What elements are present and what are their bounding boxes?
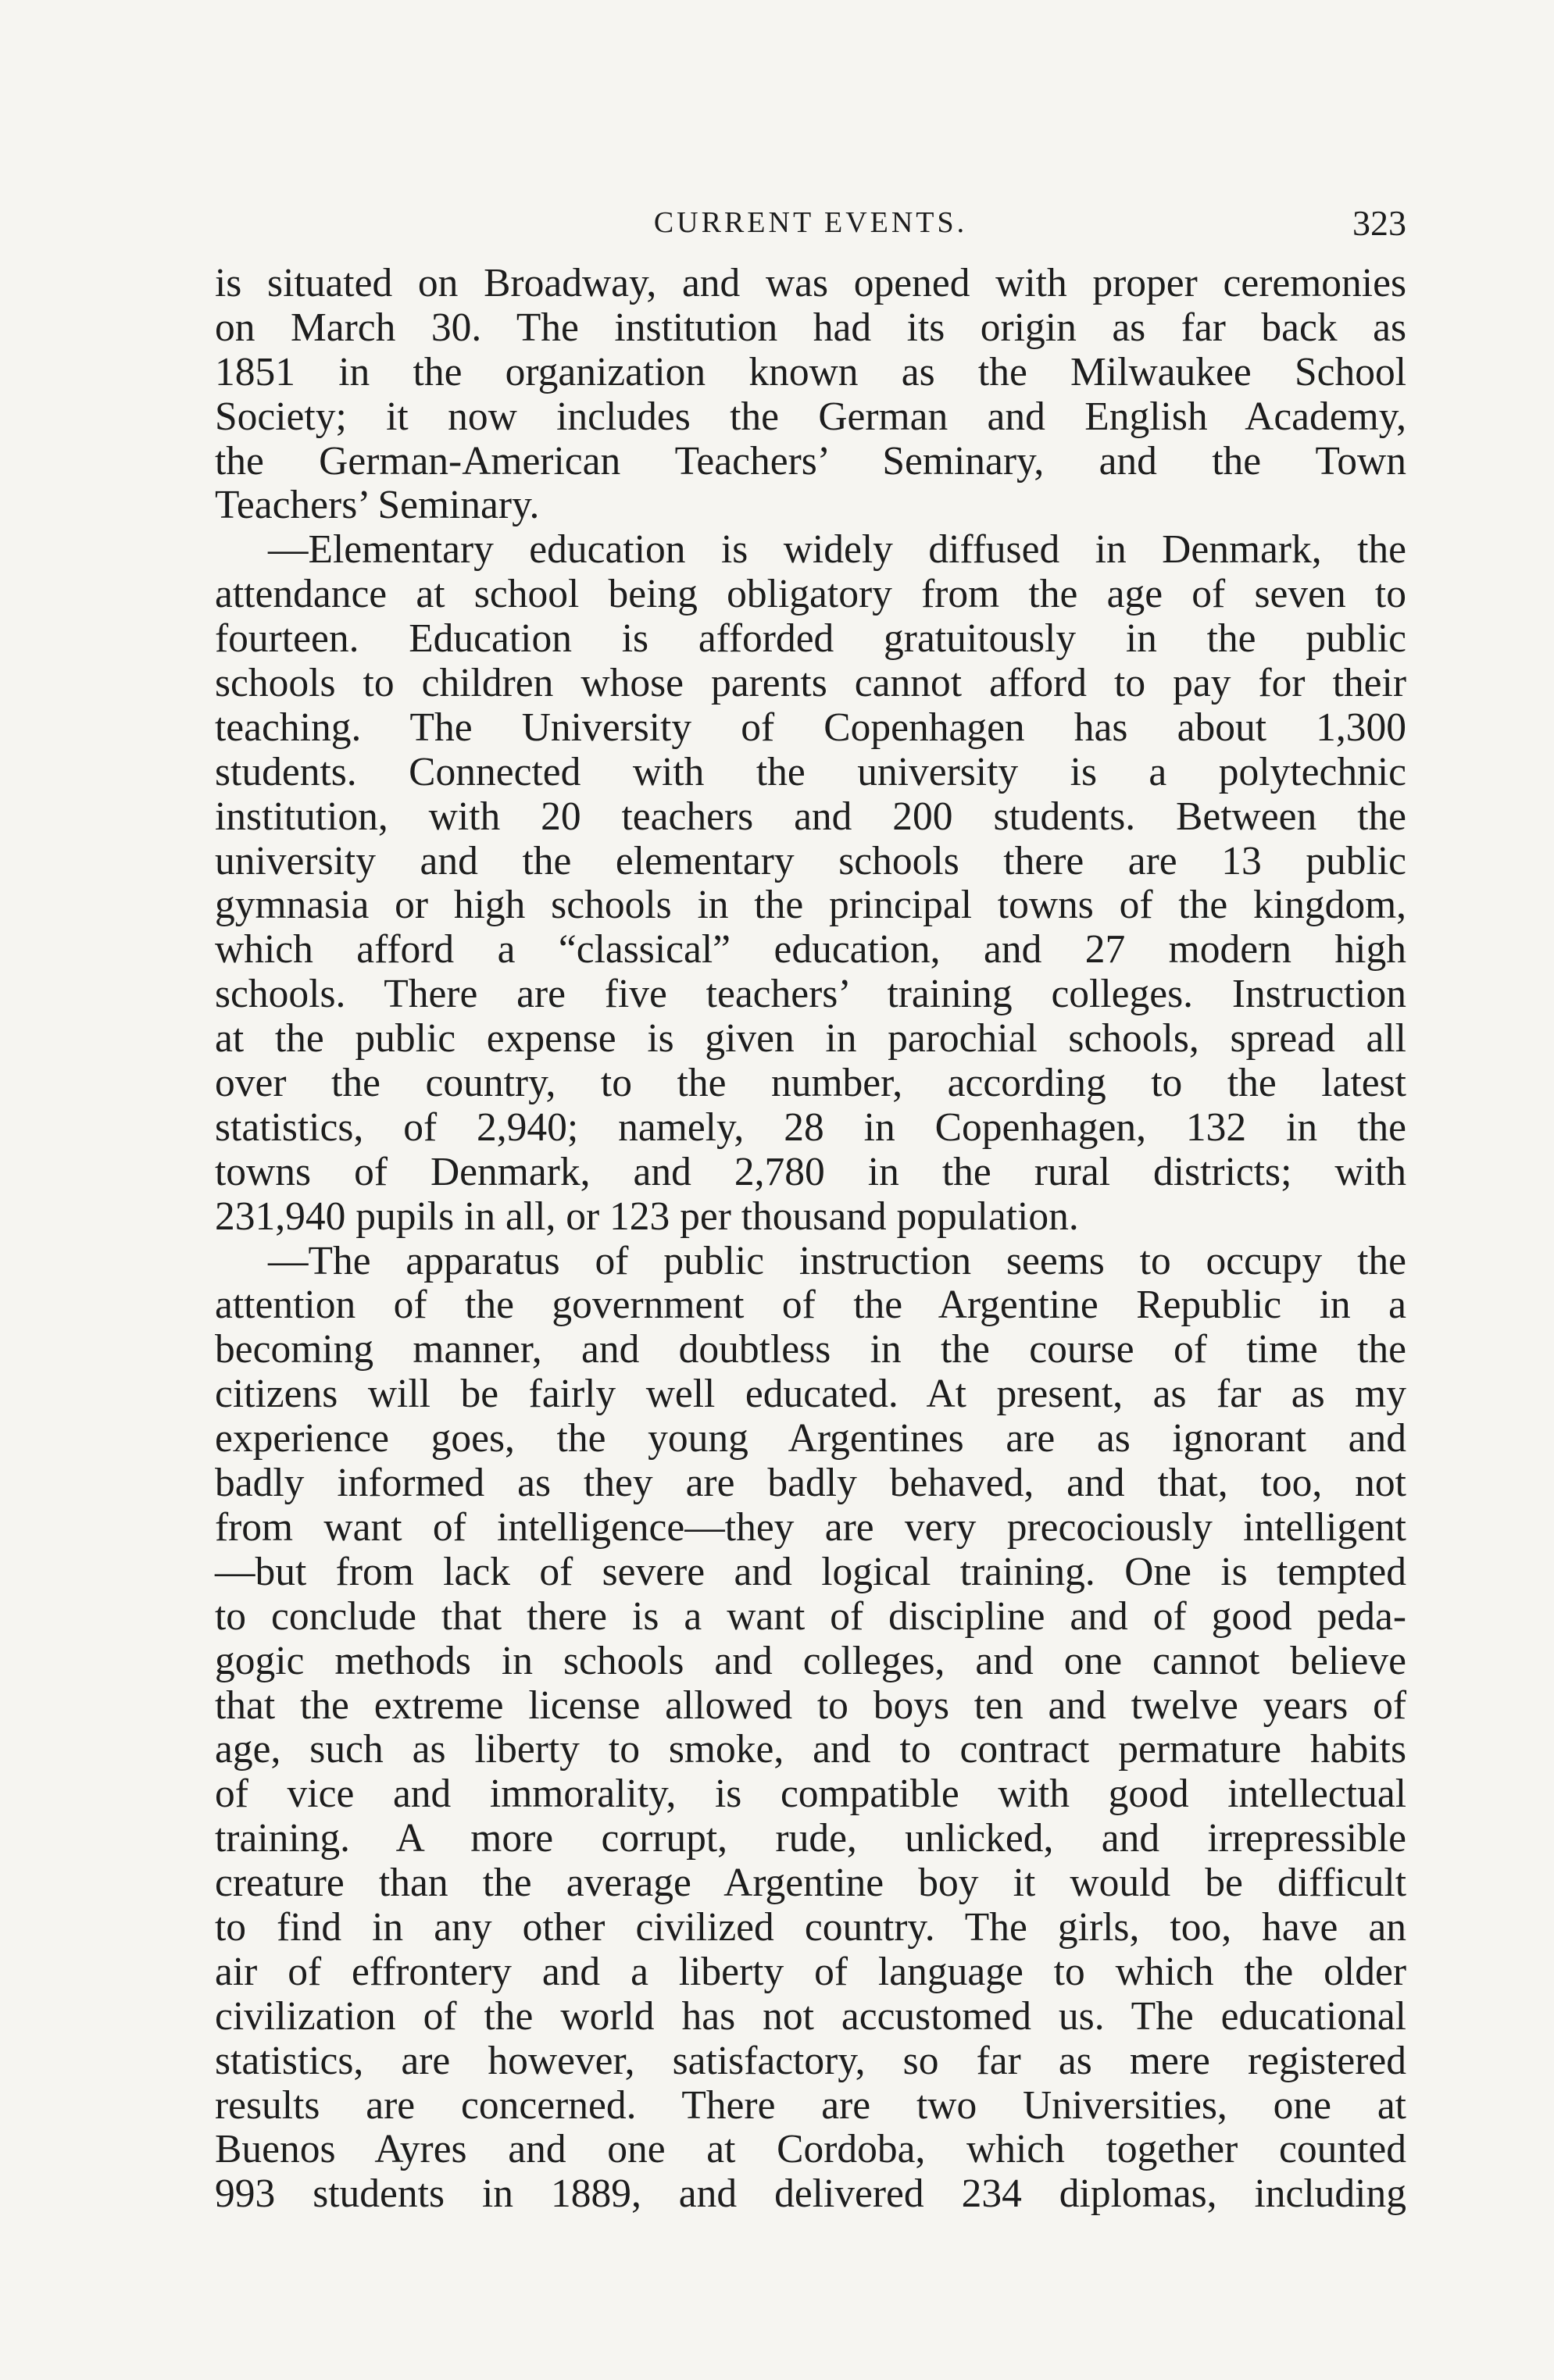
- text-line: towns of Denmark, and 2,780 in the rural districts; with: [215, 1149, 1406, 1194]
- text-line: of vice and immorality, is compatible with good intellectual: [215, 1772, 1406, 1817]
- text-line: institution, with 20 teachers and 200 students. Between the: [215, 794, 1406, 839]
- text-line: over the country, to the number, according to the latest: [215, 1061, 1406, 1106]
- running-title: CURRENT EVENTS.: [653, 206, 968, 239]
- text-line: statistics, are however, satisfactory, so far as mere registered: [215, 2038, 1406, 2083]
- text-line: teaching. The University of Copenhagen has about 1,300: [215, 705, 1406, 750]
- text-line: 993 students in 1889, and delivered 234 diplomas, including: [215, 2171, 1406, 2217]
- text-line: to conclude that there is a want of discipline and of good peda-: [215, 1593, 1406, 1639]
- text-line: —Elementary education is widely diffused in Denmark, the: [268, 527, 1406, 573]
- text-line: citizens will be fairly well educated. At present, as far as my: [215, 1372, 1406, 1417]
- text-line: badly informed as they are badly behaved, and that, too, not: [215, 1461, 1406, 1506]
- paragraph-milwaukee: [215, 262, 1406, 528]
- text-line: —The apparatus of public instruction seems to occupy the: [268, 1238, 1406, 1283]
- book-page: [215, 0, 1406, 2380]
- text-line: is situated on Broadway, and was opened with proper ceremonies: [215, 261, 1406, 305]
- text-line: 1851 in the organization known as the Milwaukee School: [215, 349, 1406, 394]
- running-head: [215, 199, 1406, 254]
- page-number: 323: [1352, 203, 1406, 243]
- text-line: becoming manner, and doubtless in the course of time the: [215, 1327, 1406, 1372]
- text-line: students. Connected with the university is a polytechnic: [215, 749, 1406, 794]
- text-line: at the public expense is given in parochial schools, spread all: [215, 1016, 1406, 1062]
- text-line: fourteen. Education is afforded gratuitously in the public: [215, 616, 1406, 662]
- text-line: Teachers’ Seminary.: [215, 483, 540, 528]
- text-line: experience goes, the young Argentines are as ignorant and: [215, 1416, 1406, 1461]
- text-line: statistics, of 2,940; namely, 28 in Copenhagen, 132 in the: [215, 1104, 1406, 1150]
- text-line: Buenos Ayres and one at Cordoba, which together counted: [215, 2127, 1406, 2172]
- text-line: schools to children whose parents cannot afford to pay for their: [215, 661, 1406, 706]
- text-line: on March 30. The institution had its origin as far back as: [215, 305, 1406, 350]
- text-line: 231,940 pupils in all, or 123 per thousand population.: [215, 1194, 1079, 1239]
- body-text: [215, 262, 1406, 2217]
- paragraph-argentine: [215, 1240, 1406, 2218]
- text-line: age, such as liberty to smoke, and to contract permature habits: [215, 1727, 1406, 1772]
- text-line: air of effrontery and a liberty of language to which the older: [215, 1949, 1406, 1994]
- text-line: —but from lack of severe and logical training. One is tempted: [215, 1549, 1406, 1594]
- text-line: training. A more corrupt, rude, unlicked, and irrepressible: [215, 1816, 1406, 1861]
- text-line: university and the elementary schools there are 13 public: [215, 838, 1406, 883]
- text-line: attention of the government of the Argentine Republic in a: [215, 1283, 1406, 1328]
- text-line: gogic methods in schools and colleges, and one cannot believe: [215, 1638, 1406, 1683]
- text-line: civilization of the world has not accustomed us. The educational: [215, 1993, 1406, 2039]
- text-line: results are concerned. There are two Universities, one at: [215, 2082, 1406, 2128]
- text-line: creature than the average Argentine boy it would be difficult: [215, 1861, 1406, 1906]
- paragraph-denmark: [215, 528, 1406, 1239]
- text-line: that the extreme license allowed to boys ten and twelve years of: [215, 1682, 1406, 1728]
- text-line: to find in any other civilized country. The girls, too, have an: [215, 1904, 1406, 1950]
- text-line: from want of intelligence—they are very precociously intelligent: [215, 1504, 1406, 1550]
- text-line: the German-American Teachers’ Seminary, and the Town: [215, 438, 1406, 483]
- text-line: which afford a “classical” education, and 27 modern high: [215, 927, 1406, 972]
- text-line: attendance at school being obligatory from the age of seven to: [215, 572, 1406, 617]
- text-line: schools. There are five teachers’ training colleges. Instruction: [215, 972, 1406, 1017]
- text-line: gymnasia or high schools in the principal towns of the kingdom,: [215, 883, 1406, 928]
- text-line: Society; it now includes the German and English Academy,: [215, 394, 1406, 439]
